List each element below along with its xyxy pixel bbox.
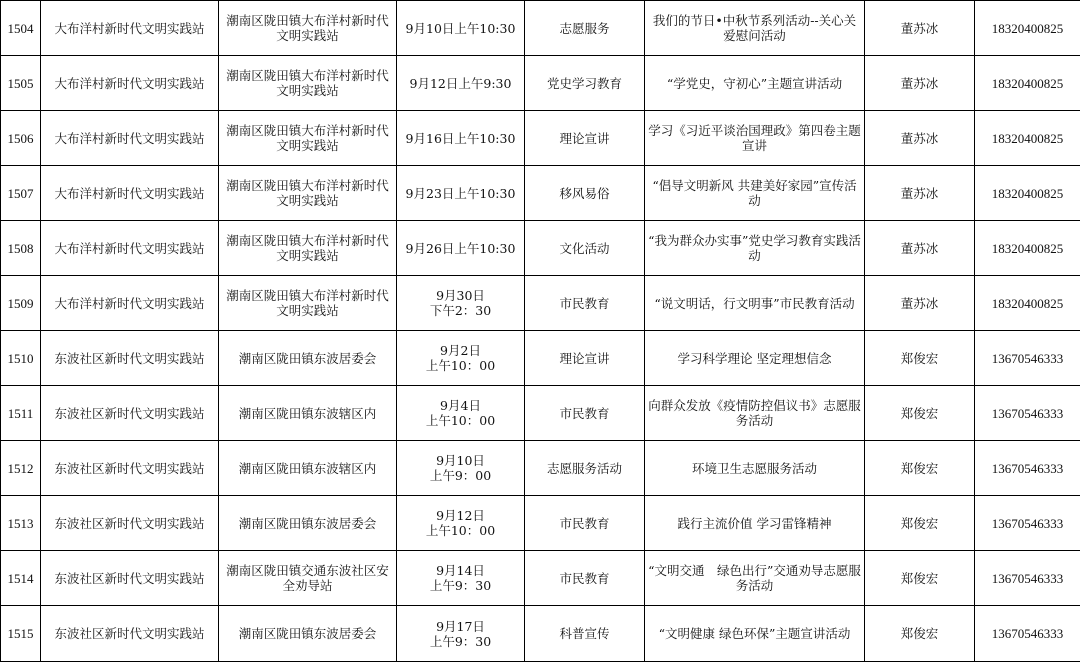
contact-person-cell: 郑俊宏 [865,496,975,551]
activity-cell: “文明健康 绿色环保”主题宣讲活动 [645,606,865,662]
activity-cell: “倡导文明新风 共建美好家园”宣传活动 [645,166,865,221]
location-cell: 潮南区陇田镇东波辖区内 [219,441,397,496]
contact-person-cell: 董苏冰 [865,166,975,221]
table-row [1,221,1080,276]
location-cell: 潮南区陇田镇大布洋村新时代文明实践站 [219,276,397,331]
category-cell: 党史学习教育 [525,56,645,111]
time-cell: 9月12日 上午10：00 [397,496,525,551]
table-body [1,1,1080,662]
contact-person-cell: 董苏冰 [865,276,975,331]
category-cell: 科普宣传 [525,606,645,662]
station-cell: 大布洋村新时代文明实践站 [41,221,219,276]
category-cell: 市民教育 [525,386,645,441]
phone-cell: 13670546333 [975,551,1080,606]
row-number-cell: 1507 [1,166,41,221]
table-row [1,386,1080,441]
activity-cell: 向群众发放《疫情防控倡议书》志愿服务活动 [645,386,865,441]
phone-cell: 13670546333 [975,386,1080,441]
time-cell: 9月12日上午9:30 [397,56,525,111]
contact-person-cell: 郑俊宏 [865,441,975,496]
activity-cell: 学习科学理论 坚定理想信念 [645,331,865,386]
station-cell: 东波社区新时代文明实践站 [41,496,219,551]
row-number-cell: 1511 [1,386,41,441]
activity-cell: “说文明话，行文明事”市民教育活动 [645,276,865,331]
row-number-cell: 1509 [1,276,41,331]
time-cell: 9月10日上午10:30 [397,1,525,56]
time-cell: 9月10日 上午9：00 [397,441,525,496]
row-number-cell: 1512 [1,441,41,496]
station-cell: 大布洋村新时代文明实践站 [41,1,219,56]
location-cell: 潮南区陇田镇东波居委会 [219,496,397,551]
phone-cell: 18320400825 [975,56,1080,111]
location-cell: 潮南区陇田镇交通东波社区安全劝导站 [219,551,397,606]
activity-cell: 我们的节日•中秋节系列活动--关心关爱慰问活动 [645,1,865,56]
contact-person-cell: 董苏冰 [865,221,975,276]
row-number-cell: 1508 [1,221,41,276]
time-cell: 9月16日上午10:30 [397,111,525,166]
table-row [1,331,1080,386]
phone-cell: 13670546333 [975,606,1080,662]
location-cell: 潮南区陇田镇东波居委会 [219,606,397,662]
activity-cell: “文明交通 绿色出行”交通劝导志愿服务活动 [645,551,865,606]
activity-cell: 学习《习近平谈治国理政》第四卷主题宣讲 [645,111,865,166]
row-number-cell: 1513 [1,496,41,551]
contact-person-cell: 郑俊宏 [865,386,975,441]
contact-person-cell: 董苏冰 [865,56,975,111]
phone-cell: 13670546333 [975,331,1080,386]
contact-person-cell: 郑俊宏 [865,331,975,386]
location-cell: 潮南区陇田镇大布洋村新时代文明实践站 [219,56,397,111]
table-row [1,111,1080,166]
phone-cell: 18320400825 [975,276,1080,331]
contact-person-cell: 董苏冰 [865,111,975,166]
time-cell: 9月30日 下午2：30 [397,276,525,331]
station-cell: 东波社区新时代文明实践站 [41,386,219,441]
activity-cell: “我为群众办实事”党史学习教育实践活动 [645,221,865,276]
location-cell: 潮南区陇田镇东波居委会 [219,331,397,386]
location-cell: 潮南区陇田镇大布洋村新时代文明实践站 [219,166,397,221]
category-cell: 市民教育 [525,276,645,331]
activity-cell: “学党史，守初心”主题宣讲活动 [645,56,865,111]
row-number-cell: 1514 [1,551,41,606]
station-cell: 大布洋村新时代文明实践站 [41,56,219,111]
phone-cell: 18320400825 [975,221,1080,276]
contact-person-cell: 郑俊宏 [865,606,975,662]
phone-cell: 18320400825 [975,111,1080,166]
station-cell: 东波社区新时代文明实践站 [41,606,219,662]
table-row [1,166,1080,221]
category-cell: 市民教育 [525,496,645,551]
table-row [1,496,1080,551]
activity-cell: 环境卫生志愿服务活动 [645,441,865,496]
location-cell: 潮南区陇田镇东波辖区内 [219,386,397,441]
time-cell: 9月26日上午10:30 [397,221,525,276]
time-cell: 9月4日 上午10：00 [397,386,525,441]
time-cell: 9月23日上午10:30 [397,166,525,221]
location-cell: 潮南区陇田镇大布洋村新时代文明实践站 [219,221,397,276]
table-row [1,1,1080,56]
table-row [1,441,1080,496]
time-cell: 9月2日 上午10：00 [397,331,525,386]
station-cell: 东波社区新时代文明实践站 [41,551,219,606]
category-cell: 文化活动 [525,221,645,276]
category-cell: 理论宣讲 [525,331,645,386]
contact-person-cell: 郑俊宏 [865,551,975,606]
station-cell: 东波社区新时代文明实践站 [41,331,219,386]
contact-person-cell: 董苏冰 [865,1,975,56]
activity-cell: 践行主流价值 学习雷锋精神 [645,496,865,551]
category-cell: 移风易俗 [525,166,645,221]
category-cell: 志愿服务 [525,1,645,56]
phone-cell: 18320400825 [975,166,1080,221]
phone-cell: 13670546333 [975,441,1080,496]
station-cell: 大布洋村新时代文明实践站 [41,166,219,221]
table-row [1,56,1080,111]
row-number-cell: 1505 [1,56,41,111]
table-row [1,551,1080,606]
category-cell: 志愿服务活动 [525,441,645,496]
time-cell: 9月14日 上午9：30 [397,551,525,606]
location-cell: 潮南区陇田镇大布洋村新时代文明实践站 [219,111,397,166]
category-cell: 市民教育 [525,551,645,606]
phone-cell: 18320400825 [975,1,1080,56]
row-number-cell: 1506 [1,111,41,166]
station-cell: 大布洋村新时代文明实践站 [41,276,219,331]
station-cell: 东波社区新时代文明实践站 [41,441,219,496]
row-number-cell: 1510 [1,331,41,386]
station-cell: 大布洋村新时代文明实践站 [41,111,219,166]
category-cell: 理论宣讲 [525,111,645,166]
phone-cell: 13670546333 [975,496,1080,551]
row-number-cell: 1504 [1,1,41,56]
table-row [1,276,1080,331]
time-cell: 9月17日 上午9：30 [397,606,525,662]
table-row [1,606,1080,662]
location-cell: 潮南区陇田镇大布洋村新时代文明实践站 [219,1,397,56]
row-number-cell: 1515 [1,606,41,662]
